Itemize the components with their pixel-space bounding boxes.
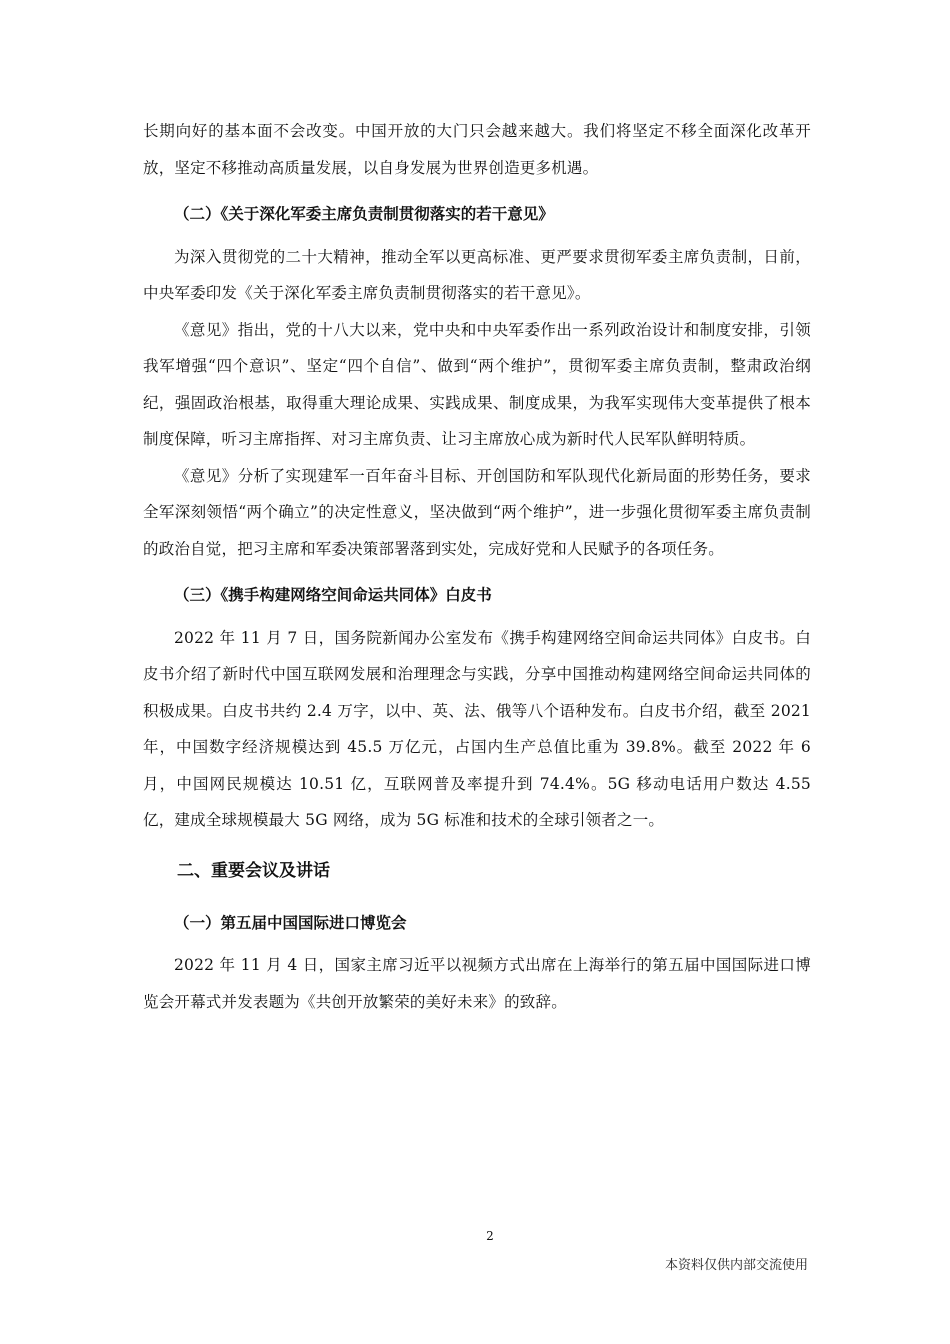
- paragraph-opinions-3: 《意见》分析了实现建军一百年奋斗目标、开创国防和军队现代化新局面的形势任务，要求全军深刻领悟“两个确立”的决定性意义，坚决做到“两个维护”，进一步强化贯彻军委主席负责制的政治自觉，把习主席和军委决策部署落到实处，完成好党和人民赋予的各项任务。: [143, 466, 811, 558]
- paragraph-opinions-1: 为深入贯彻党的二十大精神，推动全军以更高标准、更严要求贯彻军委主席负责制，日前，中央军委印发《关于深化军委主席负责制贯彻落实的若干意见》。: [143, 247, 811, 302]
- section-title-meetings: 二、重要会议及讲话: [177, 860, 330, 881]
- heading-white-paper: （三）《携手构建网络空间命运共同体》白皮书: [174, 586, 492, 604]
- paragraph-intro: 长期向好的基本面不会改变。中国开放的大门只会越来越大。我们将坚定不移全面深化改革开放，坚定不移推动高质量发展，以自身发展为世界创造更多机遇。: [143, 122, 811, 177]
- paragraph-expo: 2022 年 11 月 4 日，国家主席习近平以视频方式出席在上海举行的第五届中国国际进口博览会开幕式并发表题为《共创开放繁荣的美好未来》的致辞。: [143, 956, 811, 1011]
- heading-expo: （一）第五届中国国际进口博览会: [174, 913, 407, 932]
- paragraph-opinions-2: 《意见》指出，党的十八大以来，党中央和中央军委作出一系列政治设计和制度安排，引领我军增强“四个意识”、坚定“四个自信”、做到“两个维护”，贯彻军委主席负责制，整肃政治纲纪，强固政治根基，取得重大理论成果、实践成果、制度成果，为我军实现伟大变革提供了根本制度保障，听习主席指挥、对习主席负责、让习主席放心成为新时代人民军队鲜明特质。: [143, 320, 811, 448]
- page-number: 2: [486, 1229, 494, 1243]
- footer-note: 本资料仅供内部交流使用: [664, 1258, 808, 1273]
- heading-opinions: （二）《关于深化军委主席负责制贯彻落实的若干意见》: [174, 205, 554, 223]
- paragraph-white-paper: 2022 年 11 月 7 日，国务院新闻办公室发布《携手构建网络空间命运共同体》白皮书。白皮书介绍了新时代中国互联网发展和治理理念与实践，分享中国推动构建网络空间命运共同体的积极成果。白皮书共约 2.4 万字，以中、英、法、俄等八个语种发布。白皮书介绍，截至 2021 年，中国数字经济规模达到 45.5 万亿元，占国内生产总值比重为 39.8%。截至 2022 年 6 月，中国网民规模达 10.51 亿，互联网普及率提升到 74.4%。5G 移动电话用户数达 4.55 亿，建成全球规模最大 5G 网络，成为 5G 标准和技术的全球引领者之一。: [143, 628, 811, 829]
- document-body: [143, 113, 811, 1020]
